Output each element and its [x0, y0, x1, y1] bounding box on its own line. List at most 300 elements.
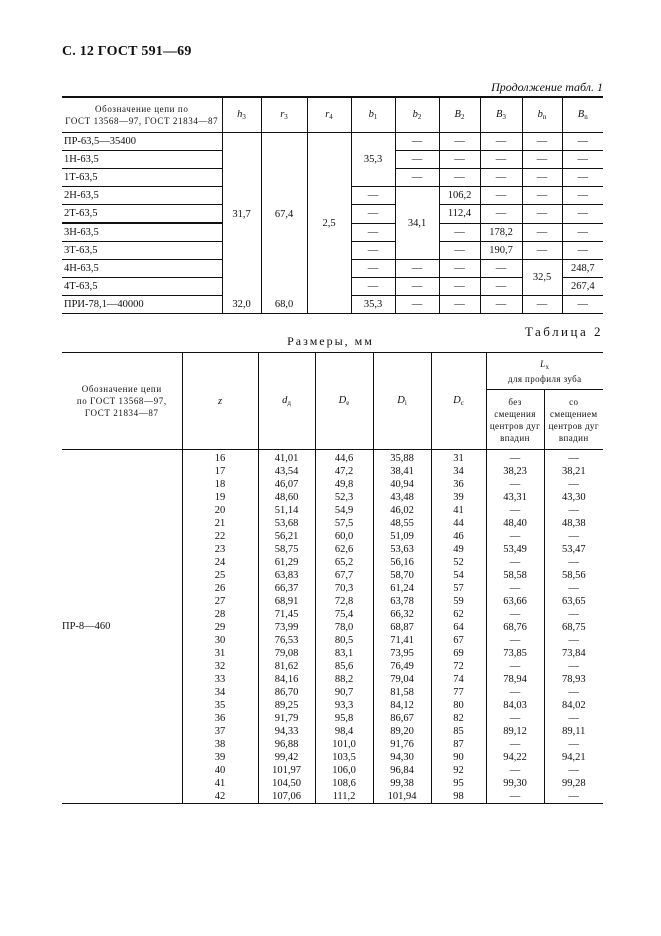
- table-cell: 57,5: [334, 518, 354, 529]
- bn-cell: —: [522, 169, 562, 187]
- table1-header-r3: $r_3$: [261, 97, 307, 133]
- chain-name: 4Т-63,5: [62, 278, 222, 296]
- table-cell: 22: [214, 531, 226, 542]
- table-cell: 76,49: [390, 661, 414, 672]
- table-cell: 47,2: [334, 466, 354, 477]
- table-cell: 99,30: [503, 778, 527, 789]
- table-cell: 68,91: [274, 596, 299, 607]
- table1-header-h3: $h_3$: [222, 97, 261, 133]
- table-cell: 49,8: [334, 479, 354, 490]
- table1-header-name-line1: Обозначение цепи по: [95, 104, 189, 114]
- table1-header-row: [62, 97, 603, 133]
- table-cell: —: [568, 505, 579, 516]
- B3-cell: —: [480, 296, 522, 314]
- table-cell: 19: [214, 492, 226, 503]
- table-cell: 53,63: [390, 544, 414, 555]
- table2-data-row: [62, 450, 603, 804]
- bn-cell: —: [522, 205, 562, 224]
- table-cell: 85,6: [334, 661, 354, 672]
- table1-header-B3: $B_3$: [480, 97, 522, 133]
- chain-name: 3Н-63,5: [62, 223, 222, 242]
- table-cell: —: [568, 791, 579, 802]
- b2-cell: —: [395, 151, 439, 169]
- table-cell: 96,84: [390, 765, 414, 776]
- table1-header-name: [62, 97, 222, 133]
- table2-units: Размеры, мм: [287, 334, 374, 348]
- B3-cell: —: [480, 205, 522, 224]
- table-cell: 35,88: [390, 453, 414, 464]
- table-cell: —: [509, 661, 521, 672]
- table2-chain-name: ПР-8—460: [62, 450, 182, 804]
- chain-name: ПРИ-78,1—40000: [62, 296, 222, 314]
- table-cell: 52,3: [334, 492, 354, 503]
- table-cell: —: [568, 531, 579, 542]
- table-cell: 66,37: [274, 583, 299, 594]
- table-cell: 67: [453, 635, 464, 646]
- table-cell: —: [568, 661, 579, 672]
- table-cell: 68,75: [561, 622, 586, 633]
- table-cell: 91,79: [274, 713, 299, 724]
- h3-merged: 31,7: [222, 133, 261, 296]
- table-cell: 111,2: [332, 791, 356, 802]
- b1-cell: 35,3: [351, 296, 395, 314]
- table-cell: —: [568, 479, 579, 490]
- b2-cell: —: [395, 296, 439, 314]
- table-cell: 41: [214, 778, 226, 789]
- table-cell: —: [568, 765, 579, 776]
- table-cell: 107,06: [272, 791, 301, 802]
- b1-cell: —: [351, 223, 395, 242]
- table-cell: 86,70: [274, 687, 299, 698]
- table-cell: 91,76: [390, 739, 414, 750]
- table-cell: 43,54: [274, 466, 299, 477]
- table-cell: —: [509, 687, 521, 698]
- table-cell: 17: [214, 466, 226, 477]
- table-cell: 103,5: [332, 752, 356, 763]
- table-cell: 43,31: [503, 492, 527, 503]
- table-cell: —: [568, 687, 579, 698]
- table-cell: —: [509, 453, 521, 464]
- table-cell: 52: [453, 557, 464, 568]
- B2-cell: —: [439, 169, 480, 187]
- B3-cell: —: [480, 151, 522, 169]
- table-cell: 61,29: [274, 557, 299, 568]
- B2-cell: —: [439, 278, 480, 296]
- b2-merged: 34,1: [395, 187, 439, 260]
- table-cell: 99,28: [561, 778, 586, 789]
- table-cell: —: [509, 791, 521, 802]
- page-header: С. 12 ГОСТ 591—69: [62, 44, 192, 59]
- Bn-cell: —: [562, 296, 603, 314]
- table-cell: 98,4: [334, 726, 354, 737]
- table-cell: 108,6: [332, 778, 356, 789]
- table-cell: 48,60: [274, 492, 299, 503]
- b1-cell: —: [351, 205, 395, 224]
- Bn-cell: —: [562, 242, 603, 260]
- table-cell: 31: [214, 648, 226, 659]
- Bn-cell: 267,4: [562, 278, 603, 296]
- table-cell: 78,94: [503, 674, 527, 685]
- table-cell: 53,47: [561, 544, 586, 555]
- table-cell: 63,65: [561, 596, 586, 607]
- table-cell: 101,97: [272, 765, 301, 776]
- Dc-column: [431, 450, 486, 804]
- table-cell: 67,7: [334, 570, 354, 581]
- table-cell: 79,08: [274, 648, 299, 659]
- table-cell: 93,3: [334, 700, 354, 711]
- table-cell: 73,99: [274, 622, 299, 633]
- table-cell: 73,84: [561, 648, 586, 659]
- table-cell: 58,70: [390, 570, 414, 581]
- De-column: [315, 450, 373, 804]
- table-cell: 42: [214, 791, 226, 802]
- B3-cell: —: [480, 169, 522, 187]
- Bn-cell: 248,7: [562, 260, 603, 278]
- table2-header-name-line1: Обозначение цепи: [81, 384, 162, 394]
- table-cell: 54,9: [334, 505, 354, 516]
- table-cell: —: [568, 609, 579, 620]
- table-cell: 78,93: [561, 674, 586, 685]
- B2-cell: —: [439, 260, 480, 278]
- table-cell: 38,23: [503, 466, 527, 477]
- chain-name: 2Т-63,5: [62, 205, 222, 224]
- table-cell: 34: [453, 466, 464, 477]
- table-cell: 90: [453, 752, 464, 763]
- table-cell: 98: [453, 791, 464, 802]
- table-cell: 33: [214, 674, 226, 685]
- table-cell: 30: [214, 635, 226, 646]
- dd-column: [258, 450, 315, 804]
- B2-cell: 106,2: [439, 187, 480, 205]
- B2-cell: —: [439, 296, 480, 314]
- table-cell: 101,94: [387, 791, 417, 802]
- bn-cell: —: [522, 242, 562, 260]
- table-cell: 85: [453, 726, 464, 737]
- table-cell: 28: [214, 609, 226, 620]
- table-cell: 25: [214, 570, 226, 581]
- table-cell: 74: [453, 674, 464, 685]
- table-cell: 48,55: [390, 518, 414, 529]
- table-cell: 95: [453, 778, 464, 789]
- bn-cell: —: [522, 151, 562, 169]
- table-cell: 58,56: [561, 570, 586, 581]
- table-cell: 99,38: [390, 778, 414, 789]
- Lx-with-offset-column: [544, 450, 603, 804]
- table-cell: 29: [214, 622, 226, 633]
- table-cell: 44: [453, 518, 464, 529]
- table-cell: 90,7: [334, 687, 354, 698]
- table-cell: 63,83: [274, 570, 299, 581]
- B3-cell: 190,7: [480, 242, 522, 260]
- table-cell: 53,68: [274, 518, 299, 529]
- table-cell: 71,41: [390, 635, 414, 646]
- table-cell: —: [509, 713, 521, 724]
- table2-header-z: z: [182, 353, 258, 450]
- chain-name: 3Т-63,5: [62, 242, 222, 260]
- table-cell: 86,67: [390, 713, 414, 724]
- B2-cell: —: [439, 133, 480, 151]
- table-cell: 44,6: [334, 453, 354, 464]
- table-cell: 53,49: [503, 544, 527, 555]
- table-cell: 63,78: [390, 596, 414, 607]
- table-cell: —: [509, 609, 521, 620]
- table-cell: —: [509, 557, 521, 568]
- r3-merged: 67,4: [261, 133, 307, 296]
- table-cell: 73,85: [503, 648, 527, 659]
- table-cell: 101,0: [332, 739, 356, 750]
- table-cell: 89,11: [562, 726, 586, 737]
- table1-header-r4: $r_4$: [307, 97, 351, 133]
- table-cell: —: [568, 739, 579, 750]
- b1-cell: —: [351, 242, 395, 260]
- table-cell: 58,75: [274, 544, 299, 555]
- table-cell: 92: [453, 765, 464, 776]
- B3-cell: —: [480, 133, 522, 151]
- table-cell: 94,22: [503, 752, 527, 763]
- table1-continuation: Продолжение табл. 1: [491, 80, 603, 94]
- table1-header-b1: $b_1$: [351, 97, 395, 133]
- table2-header-Lx: $L_x$ для профиля зуба: [486, 353, 603, 390]
- table-cell: 84,12: [390, 700, 414, 711]
- table1: [62, 96, 603, 314]
- table-cell: 104,50: [272, 778, 301, 789]
- r4-merged: 2,5: [307, 133, 351, 314]
- Bn-cell: —: [562, 205, 603, 224]
- table-cell: 59: [453, 596, 464, 607]
- table-cell: 88,2: [334, 674, 354, 685]
- table-cell: 89,20: [390, 726, 414, 737]
- bn-merged: 32,5: [522, 260, 562, 296]
- B2-cell: —: [439, 223, 480, 242]
- table1-header-bn: $b_n$: [522, 97, 562, 133]
- chain-name: ПР-63,5—35400: [62, 133, 222, 151]
- table2-header-dd: $d_д$: [258, 353, 315, 450]
- bn-cell: —: [522, 187, 562, 205]
- table-cell: —: [509, 765, 521, 776]
- table-cell: 63,66: [503, 596, 527, 607]
- Bn-cell: —: [562, 151, 603, 169]
- chain-name: 1Н-63,5: [62, 151, 222, 169]
- table2-header-with-offset: со смещением центров дуг впадин: [544, 390, 603, 450]
- b1-cell: —: [351, 260, 395, 278]
- table-cell: 38,21: [561, 466, 586, 477]
- table-cell: —: [509, 635, 521, 646]
- table-cell: 78,0: [334, 622, 354, 633]
- table1-header-B2: $B_2$: [439, 97, 480, 133]
- Bn-cell: —: [562, 187, 603, 205]
- table2-header-name: [62, 353, 182, 450]
- table-cell: —: [509, 739, 521, 750]
- table1-header-name-line2: ГОСТ 13568—97, ГОСТ 21834—87: [65, 116, 219, 126]
- Di-column: [373, 450, 431, 804]
- B2-cell: —: [439, 151, 480, 169]
- Bn-cell: —: [562, 223, 603, 242]
- table-cell: —: [568, 713, 579, 724]
- table-cell: 58,58: [503, 570, 527, 581]
- table-cell: 89,25: [274, 700, 299, 711]
- table-cell: —: [568, 557, 579, 568]
- table1-header-b2: $b_2$: [395, 97, 439, 133]
- Lx-no-offset-column: [486, 450, 544, 804]
- table-cell: 81,58: [390, 687, 414, 698]
- table-cell: 46,02: [390, 505, 414, 516]
- table2-header-row1: [62, 353, 603, 390]
- table-cell: 51,09: [390, 531, 414, 542]
- table-cell: —: [568, 583, 579, 594]
- B3-cell: 178,2: [480, 223, 522, 242]
- b2-cell: —: [395, 169, 439, 187]
- bn-cell: —: [522, 223, 562, 242]
- table2-header-name-line3: ГОСТ 21834—87: [84, 408, 159, 418]
- table-cell: 64: [453, 622, 464, 633]
- table-cell: 41: [453, 505, 464, 516]
- table-cell: —: [568, 635, 579, 646]
- b1-cell: —: [351, 278, 395, 296]
- b2-cell: —: [395, 260, 439, 278]
- table-cell: 51,14: [274, 505, 299, 516]
- chain-name: 4Н-63,5: [62, 260, 222, 278]
- table-cell: 84,16: [274, 674, 299, 685]
- B3-cell: —: [480, 260, 522, 278]
- table-cell: 84,03: [503, 700, 527, 711]
- table-cell: 70,3: [334, 583, 354, 594]
- chain-name: 2Н-63,5: [62, 187, 222, 205]
- table-cell: 68,76: [503, 622, 527, 633]
- table2-header-name-line2: по ГОСТ 13568—97,: [76, 396, 167, 406]
- table-cell: 60,0: [334, 531, 354, 542]
- table2-caption: Таблица 2: [524, 324, 603, 339]
- table-cell: 23: [214, 544, 226, 555]
- table-cell: 56,16: [390, 557, 414, 568]
- table-cell: 96,88: [274, 739, 299, 750]
- B2-cell: 112,4: [439, 205, 480, 224]
- table-row: [62, 133, 603, 151]
- table-cell: 81,62: [274, 661, 299, 672]
- table-cell: —: [509, 479, 521, 490]
- table-cell: 62,6: [334, 544, 354, 555]
- table-cell: 65,2: [334, 557, 354, 568]
- r3-cell: 68,0: [261, 296, 307, 314]
- z-column: [182, 450, 258, 804]
- h3-cell: 32,0: [222, 296, 261, 314]
- table-cell: 82: [453, 713, 464, 724]
- table-cell: 20: [214, 505, 226, 516]
- table-cell: 94,21: [561, 752, 586, 763]
- table-cell: 39: [214, 752, 226, 763]
- table-cell: 75,4: [334, 609, 354, 620]
- table-cell: 38,41: [390, 466, 414, 477]
- table-cell: 80: [453, 700, 464, 711]
- table2-header-De: $D_e$: [315, 353, 373, 450]
- table-cell: 66,32: [390, 609, 414, 620]
- table-cell: 35: [214, 700, 226, 711]
- table-cell: 94,30: [390, 752, 414, 763]
- table-cell: —: [568, 453, 579, 464]
- B2-cell: —: [439, 242, 480, 260]
- table-cell: 27: [214, 596, 226, 607]
- table-cell: 57: [453, 583, 464, 594]
- b1-cell: —: [351, 187, 395, 205]
- table-cell: 40: [214, 765, 226, 776]
- table-cell: 76,53: [274, 635, 299, 646]
- table-cell: 83,1: [334, 648, 354, 659]
- table-cell: 87: [453, 739, 464, 750]
- table-cell: 99,42: [274, 752, 299, 763]
- table-cell: 77: [453, 687, 464, 698]
- table-cell: 43,48: [390, 492, 414, 503]
- table-cell: 79,04: [390, 674, 414, 685]
- table-cell: 39: [453, 492, 464, 503]
- table-cell: 89,12: [503, 726, 527, 737]
- table-cell: 49: [453, 544, 464, 555]
- table-cell: 56,21: [274, 531, 299, 542]
- table-cell: 73,95: [390, 648, 414, 659]
- chain-name: 1Т-63,5: [62, 169, 222, 187]
- table-cell: 46: [453, 531, 464, 542]
- table-cell: 69: [453, 648, 464, 659]
- table-cell: 36: [453, 479, 464, 490]
- table1-header-Bn: $B_n$: [562, 97, 603, 133]
- table-cell: 41,01: [274, 453, 299, 464]
- table-cell: 48,38: [561, 518, 586, 529]
- table-cell: 80,5: [334, 635, 354, 646]
- table-cell: 61,24: [390, 583, 414, 594]
- table-cell: —: [509, 583, 521, 594]
- table-cell: 68,87: [390, 622, 414, 633]
- table-cell: 37: [214, 726, 226, 737]
- b1-merged: 35,3: [351, 133, 395, 187]
- bn-cell: —: [522, 296, 562, 314]
- table2-header-Dc: $D_c$: [431, 353, 486, 450]
- table2: [62, 352, 603, 804]
- Bn-cell: —: [562, 169, 603, 187]
- B3-cell: —: [480, 187, 522, 205]
- table-cell: 38: [214, 739, 226, 750]
- table-cell: 43,30: [561, 492, 586, 503]
- b2-cell: —: [395, 133, 439, 151]
- table2-header-profile: для профиля зуба: [507, 373, 582, 384]
- table-cell: 46,07: [274, 479, 299, 490]
- table-cell: 106,0: [332, 765, 356, 776]
- table-cell: 31: [453, 453, 464, 464]
- table2-header-Di: $D_i$: [373, 353, 431, 450]
- table-cell: 48,40: [503, 518, 527, 529]
- table-cell: 32: [214, 661, 226, 672]
- table-cell: 95,8: [334, 713, 354, 724]
- bn-cell: —: [522, 133, 562, 151]
- b2-cell: —: [395, 278, 439, 296]
- table-cell: 72: [453, 661, 464, 672]
- table-cell: 18: [214, 479, 226, 490]
- table-cell: 84,02: [561, 700, 586, 711]
- table-cell: 16: [214, 453, 226, 464]
- table-cell: 54: [453, 570, 464, 581]
- table-cell: 40,94: [390, 479, 414, 490]
- table-cell: —: [509, 531, 521, 542]
- table-cell: 36: [214, 713, 226, 724]
- table-cell: 21: [214, 518, 226, 529]
- table-cell: 24: [214, 557, 226, 568]
- table-cell: 34: [214, 687, 226, 698]
- table-cell: —: [509, 505, 521, 516]
- table-cell: 62: [453, 609, 464, 620]
- B3-cell: —: [480, 278, 522, 296]
- table2-header-no-offset: без смещения центров дуг впадин: [486, 390, 544, 450]
- table-cell: 71,45: [274, 609, 299, 620]
- table-cell: 26: [214, 583, 226, 594]
- table-cell: 94,33: [274, 726, 299, 737]
- Bn-cell: —: [562, 133, 603, 151]
